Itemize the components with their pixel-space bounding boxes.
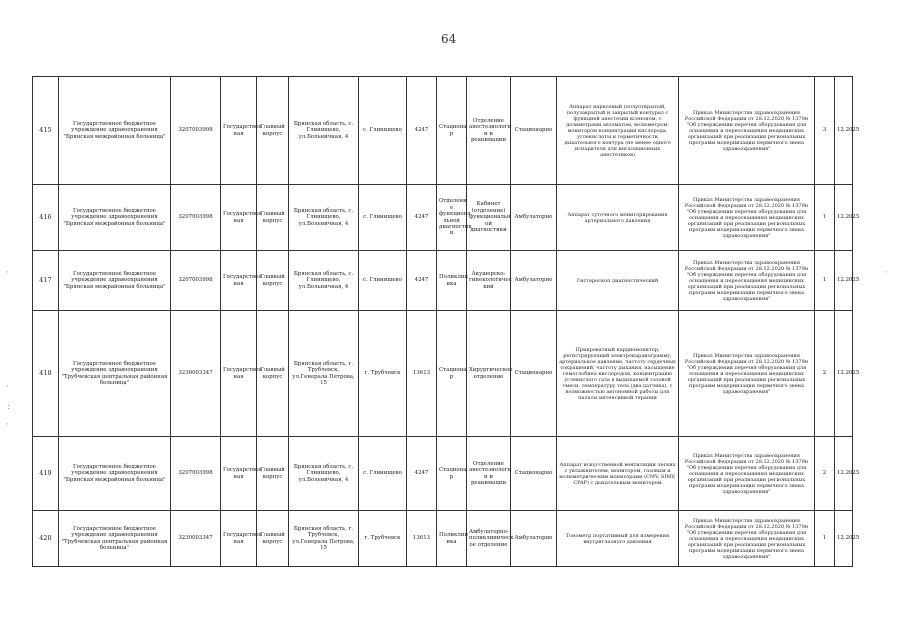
cell-care-condition: Амбулаторно <box>511 511 557 567</box>
cell-building: Главный корпус <box>257 251 289 311</box>
cell-locality: с. Глинищево <box>359 437 407 511</box>
cell-building: Главный корпус <box>257 311 289 437</box>
cell-legal-basis: Приказ Министерства здравоохранения Российской Федерации от 28.12.2020 № 1379н "Об утверждении перечня оборудования для оснащения и переоснащения медицинских организаций при реализации региональных программ модернизации первичного звена здравоохранения" <box>679 311 815 437</box>
cell-care-condition: Амбулаторно <box>511 251 557 311</box>
cell-inn: 3207003998 <box>171 77 221 185</box>
cell-department: Отделение анестезиологи и и реанимации <box>467 77 511 185</box>
page-number: 64 <box>441 32 457 46</box>
margin-mark: · <box>6 268 9 278</box>
cell-quantity: 1 <box>815 511 835 567</box>
cell-ownership: Государствен ная <box>221 185 257 251</box>
cell-date: 12.2025 <box>835 511 853 567</box>
cell-address: Брянская область, с. Глинищево, ул.Больничная, 4 <box>289 185 359 251</box>
cell-inn: 3207003998 <box>171 251 221 311</box>
margin-mark: · <box>6 382 9 392</box>
cell-building: Главный корпус <box>257 77 289 185</box>
cell-department: Акушерско-гинекологичес кий <box>467 251 511 311</box>
cell-inn: 3230003347 <box>171 511 221 567</box>
margin-mark: : <box>7 402 11 412</box>
table-row <box>33 251 853 311</box>
cell-quantity: 1 <box>815 251 835 311</box>
cell-organization: Государственное бюджетное учреждение здравоохранения "Брянская межрайонная больница" <box>59 185 171 251</box>
table-row <box>33 77 853 185</box>
cell-row-number: 417 <box>33 251 59 311</box>
cell-unit-type: Стациона р <box>437 311 467 437</box>
cell-department: Отделение анестезиологи и и реанимации <box>467 437 511 511</box>
cell-code: 4247 <box>407 437 437 511</box>
cell-ownership: Государствен ная <box>221 311 257 437</box>
cell-quantity: 1 <box>815 185 835 251</box>
cell-row-number: 415 <box>33 77 59 185</box>
cell-equipment: Аппарат искусственной вентиляции легких с увлажнителем, монитором, газовым и волюметрическим мониторами (CMV, SIMV, CPAP) с дыхательным монитором <box>557 437 679 511</box>
table-row <box>33 437 853 511</box>
table-row <box>33 185 853 251</box>
cell-organization: Государственное бюджетное учреждение здравоохранения "Брянская межрайонная больница" <box>59 77 171 185</box>
margin-mark: · <box>884 268 887 278</box>
cell-address: Брянская область, с. Глинищево, ул.Больничная, 4 <box>289 77 359 185</box>
cell-address: Брянская область, с. Глинищево, ул.Больничная, 4 <box>289 437 359 511</box>
cell-equipment: Аппарат наркозный (полуоткрытый, полузакрытый и закрытый контуры) с функцией анестезии ксеноном, с дозиметрами автоматом, волюметром, монитором концентрации кислорода, углекислоты и герметичности дыхательного контура (не менее одного испарителя для ингаляционных анестетиков) <box>557 77 679 185</box>
cell-locality: с. Глинищево <box>359 185 407 251</box>
cell-locality: с. Глинищево <box>359 251 407 311</box>
cell-building: Главный корпус <box>257 437 289 511</box>
cell-quantity: 3 <box>815 77 835 185</box>
cell-unit-type: Отделени е функциона льной диагностик и <box>437 185 467 251</box>
cell-legal-basis: Приказ Министерства здравоохранения Российской Федерации от 28.12.2020 № 1379н "Об утверждении перечня оборудования для оснащения и переоснащения медицинских организаций при реализации региональных программ модернизации первичного звена здравоохранения" <box>679 185 815 251</box>
cell-date: 12.2025 <box>835 311 853 437</box>
cell-code: 4247 <box>407 251 437 311</box>
margin-mark: · <box>6 420 9 430</box>
cell-row-number: 418 <box>33 311 59 437</box>
cell-locality: г. Трубчевск <box>359 311 407 437</box>
cell-locality: г. Трубчевск <box>359 511 407 567</box>
cell-code: 13613 <box>407 311 437 437</box>
cell-organization: Государственное бюджетное учреждение здравоохранения "Трубчевская центральная районная больница" <box>59 511 171 567</box>
cell-legal-basis: Приказ Министерства здравоохранения Российской Федерации от 28.12.2020 № 1379н "Об утверждении перечня оборудования для оснащения и переоснащения медицинских организаций при реализации региональных программ модернизации первичного звена здравоохранения" <box>679 511 815 567</box>
cell-department: Хирургическое отделение <box>467 311 511 437</box>
cell-care-condition: Амбулаторно <box>511 185 557 251</box>
cell-organization: Государственное бюджетное учреждение здравоохранения "Брянская межрайонная больница" <box>59 437 171 511</box>
cell-equipment: Аппарат суточного мониторирования артериального давления <box>557 185 679 251</box>
cell-inn: 3230003347 <box>171 311 221 437</box>
cell-address: Брянская область, г. Трубчевск, ул.Генерала Петрова, 15 <box>289 311 359 437</box>
cell-organization: Государственное бюджетное учреждение здравоохранения "Трубчевская центральная районная больница" <box>59 311 171 437</box>
cell-address: Брянская область, г. Трубчевск, ул.Генерала Петрова, 15 <box>289 511 359 567</box>
cell-locality: с. Глинищево <box>359 77 407 185</box>
table-row <box>33 511 853 567</box>
cell-ownership: Государствен ная <box>221 251 257 311</box>
cell-equipment: Прикроватный кардиомонитор, регистрирующий электрокардиограмму, артериальное давление, частоту сердечных сокращений, частоту дыхания, насыщение гемоглобина кислородом, концентрацию углекислого газа в выдыхаемой газовой смеси, температуру тела (два датчика), с возможностью автономной работы для палаты интенсивной терапии <box>557 311 679 437</box>
cell-equipment: Тонометр портативный для измерения внутриглазного давления <box>557 511 679 567</box>
cell-unit-type: Поликлин ика <box>437 251 467 311</box>
cell-row-number: 420 <box>33 511 59 567</box>
cell-date: 12.2025 <box>835 185 853 251</box>
cell-care-condition: Стационарно <box>511 437 557 511</box>
cell-care-condition: Стационарно <box>511 77 557 185</box>
cell-building: Главный корпус <box>257 185 289 251</box>
cell-building: Главный корпус <box>257 511 289 567</box>
cell-legal-basis: Приказ Министерства здравоохранения Российской Федерации от 28.12.2020 № 1379н "Об утверждении перечня оборудования для оснащения и переоснащения медицинских организаций при реализации региональных программ модернизации первичного звена здравоохранения" <box>679 77 815 185</box>
table-body <box>33 77 860 567</box>
equipment-table-wrapper <box>32 76 860 567</box>
cell-care-condition: Стационарно <box>511 311 557 437</box>
cell-unit-type: Стациона р <box>437 437 467 511</box>
cell-unit-type: Поликлин ика <box>437 511 467 567</box>
cell-code: 4247 <box>407 185 437 251</box>
cell-ownership: Государствен ная <box>221 511 257 567</box>
cell-quantity: 2 <box>815 437 835 511</box>
cell-department: Кабинет (отделение) функциональн ой диагностики <box>467 185 511 251</box>
cell-code: 4247 <box>407 77 437 185</box>
cell-inn: 3207003998 <box>171 185 221 251</box>
cell-inn: 3207003998 <box>171 437 221 511</box>
cell-date: 12.2025 <box>835 437 853 511</box>
cell-department: Амбулаторно-поликлиническ ое отделение <box>467 511 511 567</box>
cell-ownership: Государствен ная <box>221 77 257 185</box>
equipment-table <box>32 76 860 567</box>
cell-organization: Государственное бюджетное учреждение здравоохранения "Брянская межрайонная больница" <box>59 251 171 311</box>
cell-ownership: Государствен ная <box>221 437 257 511</box>
cell-date: 12.2025 <box>835 251 853 311</box>
cell-row-number: 416 <box>33 185 59 251</box>
cell-quantity: 2 <box>815 311 835 437</box>
cell-equipment: Гистероскоп диагностический <box>557 251 679 311</box>
cell-code: 13613 <box>407 511 437 567</box>
cell-legal-basis: Приказ Министерства здравоохранения Российской Федерации от 28.12.2020 № 1379н "Об утверждении перечня оборудования для оснащения и переоснащения медицинских организаций при реализации региональных программ модернизации первичного звена здравоохранения" <box>679 251 815 311</box>
cell-unit-type: Стациона р <box>437 77 467 185</box>
table-row <box>33 311 853 437</box>
cell-legal-basis: Приказ Министерства здравоохранения Российской Федерации от 28.12.2020 № 1379н "Об утверждении перечня оборудования для оснащения и переоснащения медицинских организаций при реализации региональных программ модернизации первичного звена здравоохранения" <box>679 437 815 511</box>
cell-date: 12.2025 <box>835 77 853 185</box>
cell-row-number: 419 <box>33 437 59 511</box>
cell-address: Брянская область, с. Глинищево, ул.Больничная, 4 <box>289 251 359 311</box>
